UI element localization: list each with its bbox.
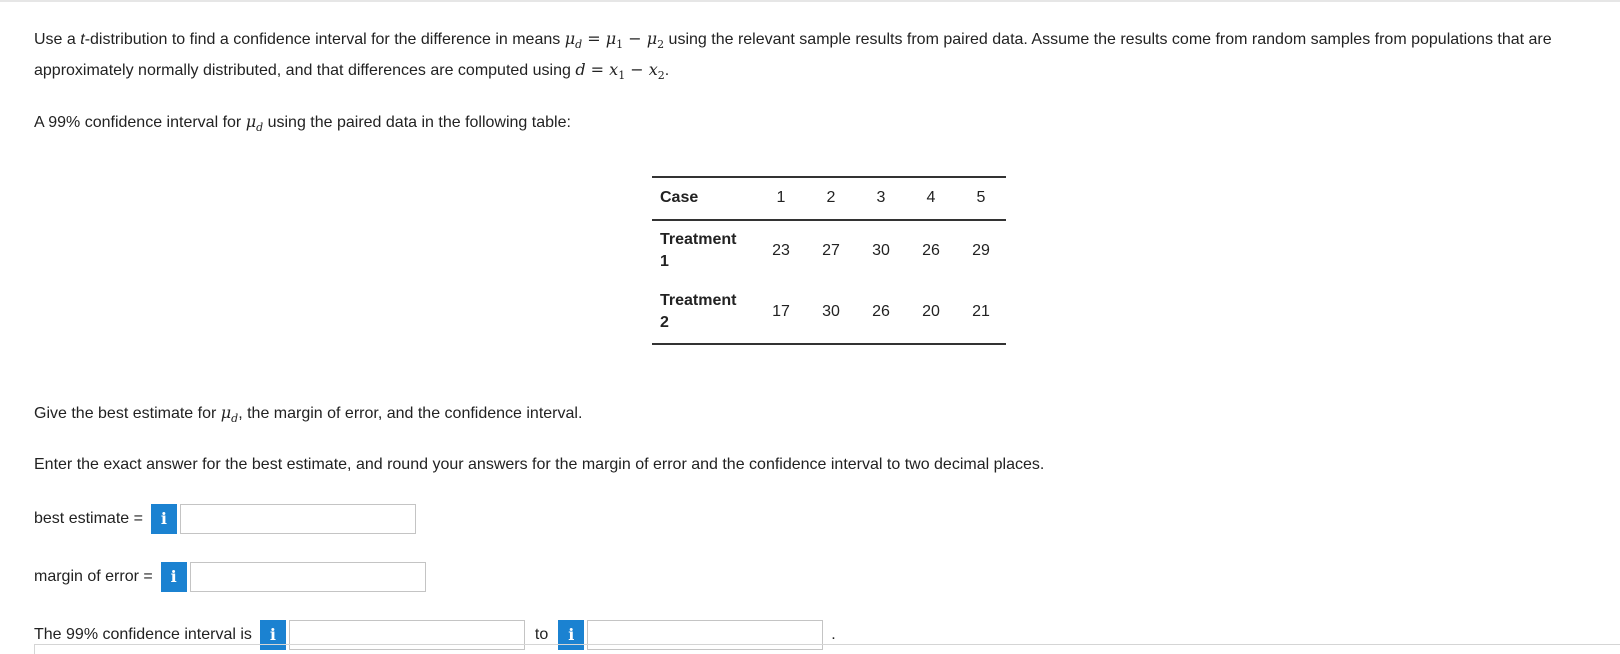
table-row: [652, 220, 1006, 282]
case-5-header: 5: [976, 189, 986, 207]
t-letter: t: [80, 31, 85, 48]
next-part-box: [34, 644, 1620, 654]
info-icon[interactable]: i: [260, 620, 286, 650]
best-estimate-row: [34, 503, 1594, 535]
confidence-prompt: A 99% confidence interval for $\mu_d$ using the paired data in the following table:: [34, 112, 571, 135]
table-cell: 30: [822, 303, 840, 321]
best-estimate-input[interactable]: [180, 504, 416, 534]
paired-data-table-wrap: [652, 176, 1594, 345]
best-estimate-label: best estimate =: [34, 509, 143, 527]
case-2-header: 2: [826, 189, 836, 207]
table-cell: 17: [772, 303, 790, 321]
end-period: .: [831, 625, 836, 643]
table-cell: 21: [972, 303, 990, 321]
mu-d-definition: $\mu_d = \mu_1 - \mu_2$: [564, 29, 665, 52]
table-cell: 30: [872, 242, 890, 260]
info-icon[interactable]: i: [161, 562, 187, 592]
case-header: Case: [660, 189, 699, 207]
problem-intro: Use a t-distribution to find a confidence interval for the difference in means $\mu_d = \mu_1 - \mu_2$ using the relevant sample results from paired data. Assume the results come from random samples from populations that are approximately normally distributed, and that differences are computed using $d = x_1 - x_2$.: [34, 29, 1552, 83]
confidence-interval-label: The 99% confidence interval is: [34, 625, 252, 643]
question-content: [34, 26, 1594, 651]
to-label: to: [534, 625, 549, 643]
mu-d-symbol: $\mu_d$: [245, 112, 264, 135]
table-cell: 29: [972, 242, 990, 260]
table-row: [652, 282, 1006, 344]
info-icon[interactable]: i: [151, 504, 177, 534]
mu-d-symbol: $\mu_d$: [220, 402, 239, 425]
info-icon[interactable]: i: [558, 620, 584, 650]
table-cell: 20: [922, 303, 940, 321]
paired-data-table: [652, 176, 1006, 345]
table-header-row: [652, 177, 1006, 220]
top-divider: [0, 0, 1620, 2]
best-estimate-question: Give the best estimate for $\mu_d$, the margin of error, and the confidence interval.: [34, 402, 583, 425]
margin-of-error-label: margin of error =: [34, 567, 153, 585]
table-cell: 23: [772, 242, 790, 260]
table-cell: 26: [872, 303, 890, 321]
table-cell: 27: [822, 242, 840, 260]
case-1-header: 1: [776, 189, 786, 207]
case-3-header: 3: [876, 189, 886, 207]
margin-of-error-row: [34, 561, 1594, 593]
margin-of-error-input[interactable]: [190, 562, 426, 592]
rounding-instructions: Enter the exact answer for the best estimate, and round your answers for the margin of error and the confidence interval to two decimal places.: [34, 455, 1045, 473]
case-4-header: 4: [926, 189, 936, 207]
table-cell: 26: [922, 242, 940, 260]
treatment-2-label: Treatment 2: [660, 292, 737, 332]
difference-formula: $d = x_1 - x_2$: [575, 60, 665, 83]
treatment-1-label: Treatment 1: [660, 231, 737, 271]
